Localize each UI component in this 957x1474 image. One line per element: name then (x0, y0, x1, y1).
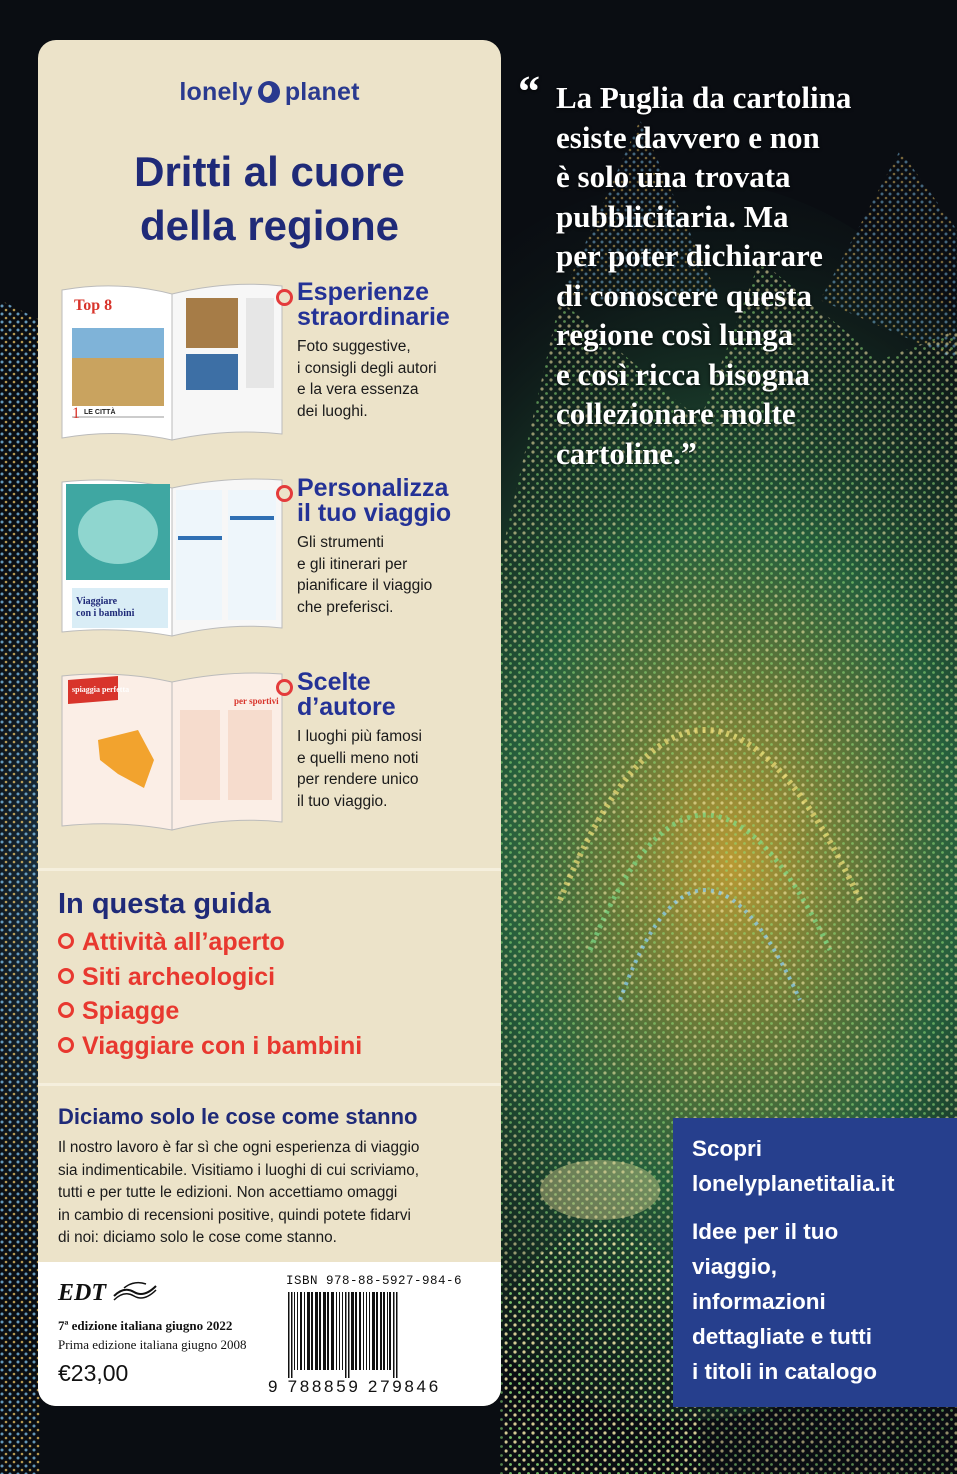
feature-description (297, 726, 497, 812)
globe-icon (258, 81, 280, 103)
mockup-number: 1 (72, 405, 80, 422)
list-item-label: Viaggiare con i bambini (82, 1031, 363, 1060)
feature-text-line: Gli strumenti (297, 534, 384, 551)
barcode-bar (351, 1292, 354, 1370)
guide-spread-mockup (58, 476, 286, 638)
wave-icon (112, 1280, 158, 1302)
quote-line: cartoline. (556, 435, 681, 471)
mockup-sub: LE CITTÀ (84, 409, 116, 416)
barcode-bar (319, 1292, 321, 1370)
quote-close-mark: ” (680, 434, 697, 471)
logo-word-right: planet (284, 78, 360, 106)
feature-text-line: e la vera essenza (297, 381, 419, 398)
quote-line: e così ricca bisogna (556, 356, 810, 392)
list-item (58, 994, 362, 1029)
feature-text-line: che preferisci. (297, 598, 394, 616)
bullet-ring-icon (58, 968, 74, 984)
barcode-bar (315, 1292, 318, 1370)
headline-line: della regione (139, 202, 400, 249)
feature-text-line: e quelli meno noti (297, 749, 419, 767)
headline (38, 145, 501, 253)
barcode-number: 9 788859 279846 (268, 1377, 441, 1396)
pull-quote (518, 67, 940, 473)
promo-line: i titoli in catalogo (692, 1359, 877, 1384)
promo-line: Scopri (692, 1136, 763, 1161)
list-item (58, 1029, 362, 1064)
honesty-section-title: Diciamo solo le cose come stanno (58, 1104, 418, 1129)
mockup-label: Top 8 (74, 297, 113, 314)
publisher-logo (58, 1280, 158, 1307)
honesty-statement (58, 1137, 488, 1250)
list-item-label: Spiagge (82, 997, 180, 1025)
quote-open-mark: “ (518, 67, 540, 116)
barcode-bar (383, 1292, 385, 1370)
feature-title (297, 476, 497, 526)
statement-line: di noi: diciamo solo le cose come stanno. (58, 1229, 337, 1246)
lonely-planet-logo (38, 78, 501, 107)
bullet-ring-icon (58, 1037, 74, 1053)
barcode-bar (372, 1292, 375, 1370)
divider (38, 868, 501, 871)
barcode-bar (359, 1292, 361, 1370)
feature-text-line: pianificare il viaggio (297, 577, 433, 594)
feature-bullet-icon (276, 679, 293, 696)
promo-website-link[interactable]: lonelyplanetitalia.it (692, 1171, 895, 1196)
feature-description (297, 336, 497, 422)
list-item-label: Attività all’aperto (82, 928, 285, 956)
list-item (58, 925, 362, 960)
barcode-bar (363, 1292, 364, 1370)
barcode-bar (323, 1292, 326, 1370)
promo-line: informazioni (692, 1289, 826, 1314)
mockup-sub: con i bambini (76, 608, 135, 619)
barcode-bar (342, 1292, 343, 1370)
quote-line: regione così lunga (556, 317, 794, 352)
isbn-label: ISBN 978-88-5927-984-6 (286, 1274, 463, 1288)
website-promo-box (673, 1118, 957, 1407)
barcode-bar (300, 1292, 302, 1370)
quote-line: collezionare molte (556, 396, 796, 431)
barcode-bar (336, 1292, 337, 1370)
feature-bullet-icon (276, 289, 293, 306)
quote-line-last (520, 434, 940, 474)
feature-text-line: Foto suggestive, (297, 338, 411, 355)
promo-line: viaggio, (692, 1254, 778, 1279)
statement-line: sia indimenticabile. Visitiamo i luoghi di cui scriviamo, (58, 1161, 420, 1179)
promo-line: Idee per il tuo (692, 1219, 839, 1244)
feature-title (297, 670, 497, 720)
feature-description (297, 532, 497, 618)
mockup-sub: per sportivi (234, 696, 279, 706)
feature-text-line: I luoghi più famosi (297, 728, 422, 745)
logo-word-left: lonely (179, 78, 253, 106)
barcode-bar (345, 1292, 347, 1378)
headline-line: Dritti al cuore (134, 148, 405, 195)
feature-bullet-icon (276, 485, 293, 502)
barcode-bar (369, 1292, 370, 1370)
statement-line: Il nostro lavoro è far sì che ogni esperienza di viaggio (58, 1139, 420, 1156)
feature-text-line: e gli itinerari per (297, 555, 408, 573)
statement-line: tutti e per tutte le edizioni. Non accettiamo omaggi (58, 1184, 398, 1201)
barcode-bar (294, 1292, 295, 1370)
barcode-bar (307, 1292, 310, 1370)
barcode-bar (355, 1292, 357, 1370)
barcode-bar (380, 1292, 382, 1370)
quote-line: pubblicitaria. Ma (556, 198, 789, 234)
mockup-label: Viaggiare (76, 596, 118, 607)
feature-title (297, 280, 497, 330)
list-item (58, 960, 362, 995)
quote-line: è solo una trovata (556, 159, 791, 194)
barcode-bar (291, 1292, 293, 1378)
feature-title-line: Scelte (297, 668, 371, 696)
list-item-label: Siti archeologici (82, 962, 276, 991)
quote-line: esiste davvero e non (556, 119, 820, 155)
feature-experiences (38, 280, 501, 460)
barcode-bar (297, 1292, 298, 1370)
feature-text-line: i consigli degli autori (297, 359, 437, 377)
feature-author-picks (38, 670, 501, 850)
barcode-bar (389, 1292, 391, 1370)
barcode-bar (396, 1292, 398, 1378)
first-edition: Prima edizione italiana giugno 2008 (58, 1337, 247, 1352)
barcode (286, 1292, 482, 1378)
barcode-bar (327, 1292, 329, 1370)
barcode-bar (288, 1292, 290, 1378)
feature-text-line: il tuo viaggio. (297, 792, 388, 810)
feature-title-line: Personalizza (297, 474, 449, 502)
divider (38, 1083, 501, 1086)
quote-line: per poter dichiarare (556, 238, 823, 273)
guide-topics-list (58, 925, 362, 1063)
publication-info-box (38, 1262, 501, 1406)
feature-title-line: il tuo viaggio (297, 499, 452, 527)
guide-spread-mockup (58, 280, 286, 442)
barcode-bar (348, 1292, 350, 1378)
publisher-name: EDT (58, 1280, 106, 1306)
barcode-bar (331, 1292, 334, 1370)
feature-title-line: Esperienze (297, 278, 430, 306)
back-cover-panel (38, 40, 501, 1406)
feature-title-line: straordinarie (297, 303, 450, 331)
barcode-bar (311, 1292, 313, 1370)
quote-line: La Puglia da cartolina (556, 80, 852, 115)
mockup-label: spiaggia perfetta (72, 685, 130, 694)
statement-line: in cambio di recensioni positive, quindi potete fidarvi (58, 1206, 411, 1224)
feature-text-line: dei luoghi. (297, 402, 368, 420)
current-edition: 7ª edizione italiana giugno 2022 (58, 1318, 233, 1333)
feature-title-line: d’autore (297, 693, 396, 721)
feature-text-line: per rendere unico (297, 771, 419, 788)
barcode-bar (304, 1292, 305, 1370)
price: €23,00 (58, 1360, 129, 1386)
bullet-ring-icon (58, 933, 74, 949)
promo-line: dettagliate e tutti (692, 1324, 873, 1349)
barcode-bar (339, 1292, 340, 1370)
guide-spread-mockup (58, 670, 286, 832)
barcode-bar (366, 1292, 367, 1370)
bullet-ring-icon (58, 1002, 74, 1018)
barcode-bar (393, 1292, 395, 1378)
feature-personalize (38, 476, 501, 656)
barcode-bar (387, 1292, 388, 1370)
quote-line: di conoscere questa (556, 277, 813, 313)
guide-section-title: In questa guida (58, 888, 271, 920)
barcode-bar (376, 1292, 378, 1370)
